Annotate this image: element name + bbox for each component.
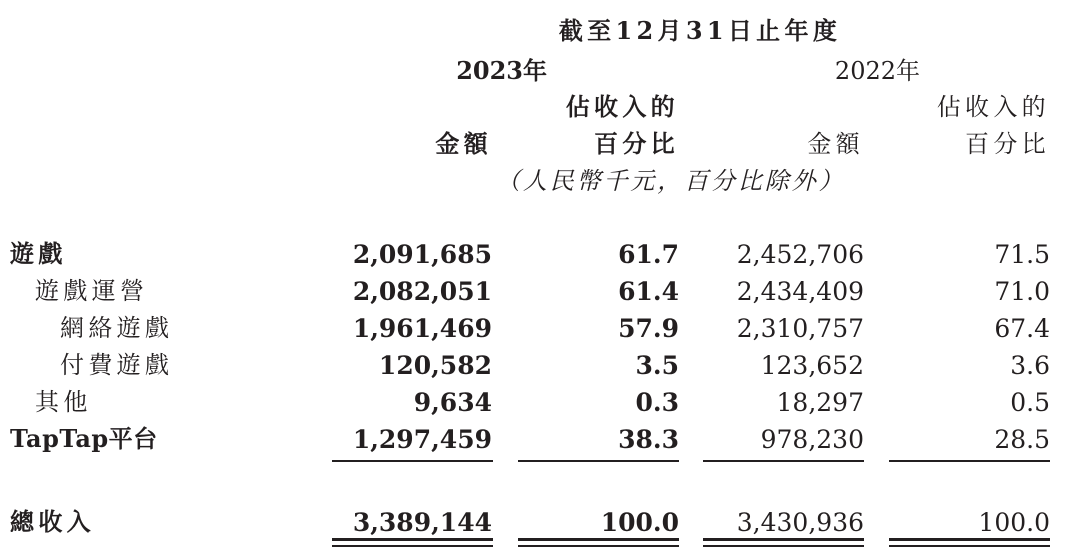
amount-2023-cell: 2,082,051 [352,277,492,306]
amount-2022-cell: 2,434,409 [736,277,864,306]
pct-header-2023-line2: 百分比 [594,129,679,158]
pct-header-2022-line1: 佔收入的 [936,93,1050,121]
pct-2022-cell: 71.0 [994,277,1050,306]
pct-2022-cell: 28.5 [994,425,1050,454]
row-label: 遊戲 [10,239,67,268]
pct-2023-cell: 61.4 [618,277,679,306]
total-double-rule [332,538,493,541]
amount-header-2023: 金額 [435,129,492,158]
total-label: 總收入 [10,507,95,536]
total-double-rule [518,545,679,547]
total-double-rule [332,545,493,547]
total-double-rule [703,545,864,547]
unit-note: （人民幣千元，百分比除外） [496,167,846,195]
amount-2022-cell: 2,452,706 [736,240,864,269]
subtotal-rule [518,460,679,462]
pct-2023-cell: 61.7 [618,240,679,269]
pct-header-2023-line1: 佔收入的 [565,92,679,121]
amount-2022-cell: 18,297 [776,388,864,417]
total-double-rule [889,545,1050,547]
total-pct-2023: 100.0 [600,508,679,537]
pct-2022-cell: 71.5 [994,240,1050,269]
amount-2023-cell: 2,091,685 [352,240,492,269]
amount-2022-cell: 978,230 [760,425,864,454]
year-2022-heading: 2022年 [834,57,920,85]
row-label: 付費遊戲 [60,351,174,379]
amount-2023-cell: 1,961,469 [352,314,492,343]
total-amount-2023: 3,389,144 [352,508,492,537]
total-double-rule [703,538,864,541]
pct-2022-cell: 67.4 [994,314,1050,343]
total-double-rule [518,538,679,541]
year-2023-heading: 2023年 [456,56,547,85]
amount-2023-cell: 9,634 [413,388,492,417]
pct-2022-cell: 0.5 [1010,388,1050,417]
total-amount-2022: 3,430,936 [736,508,864,537]
row-label: 其他 [35,388,92,416]
pct-2022-cell: 3.6 [1010,351,1050,380]
row-label: TapTap平台 [10,424,158,453]
pct-2023-cell: 0.3 [635,388,679,417]
amount-2022-cell: 2,310,757 [736,314,864,343]
subtotal-rule [703,460,864,462]
amount-2022-cell: 123,652 [760,351,864,380]
row-label: 網絡遊戲 [60,314,174,342]
total-double-rule [889,538,1050,541]
amount-header-2022: 金額 [807,130,864,158]
amount-2023-cell: 1,297,459 [352,425,492,454]
pct-2023-cell: 38.3 [618,425,679,454]
amount-2023-cell: 120,582 [378,351,492,380]
total-pct-2022: 100.0 [978,508,1050,537]
period-heading: 截至12月31日止年度 [558,16,842,45]
subtotal-rule [332,460,493,462]
pct-2023-cell: 57.9 [618,314,679,343]
pct-2023-cell: 3.5 [635,351,679,380]
pct-header-2022-line2: 百分比 [965,130,1050,158]
row-label: 遊戲運營 [35,277,149,305]
subtotal-rule [889,460,1050,462]
